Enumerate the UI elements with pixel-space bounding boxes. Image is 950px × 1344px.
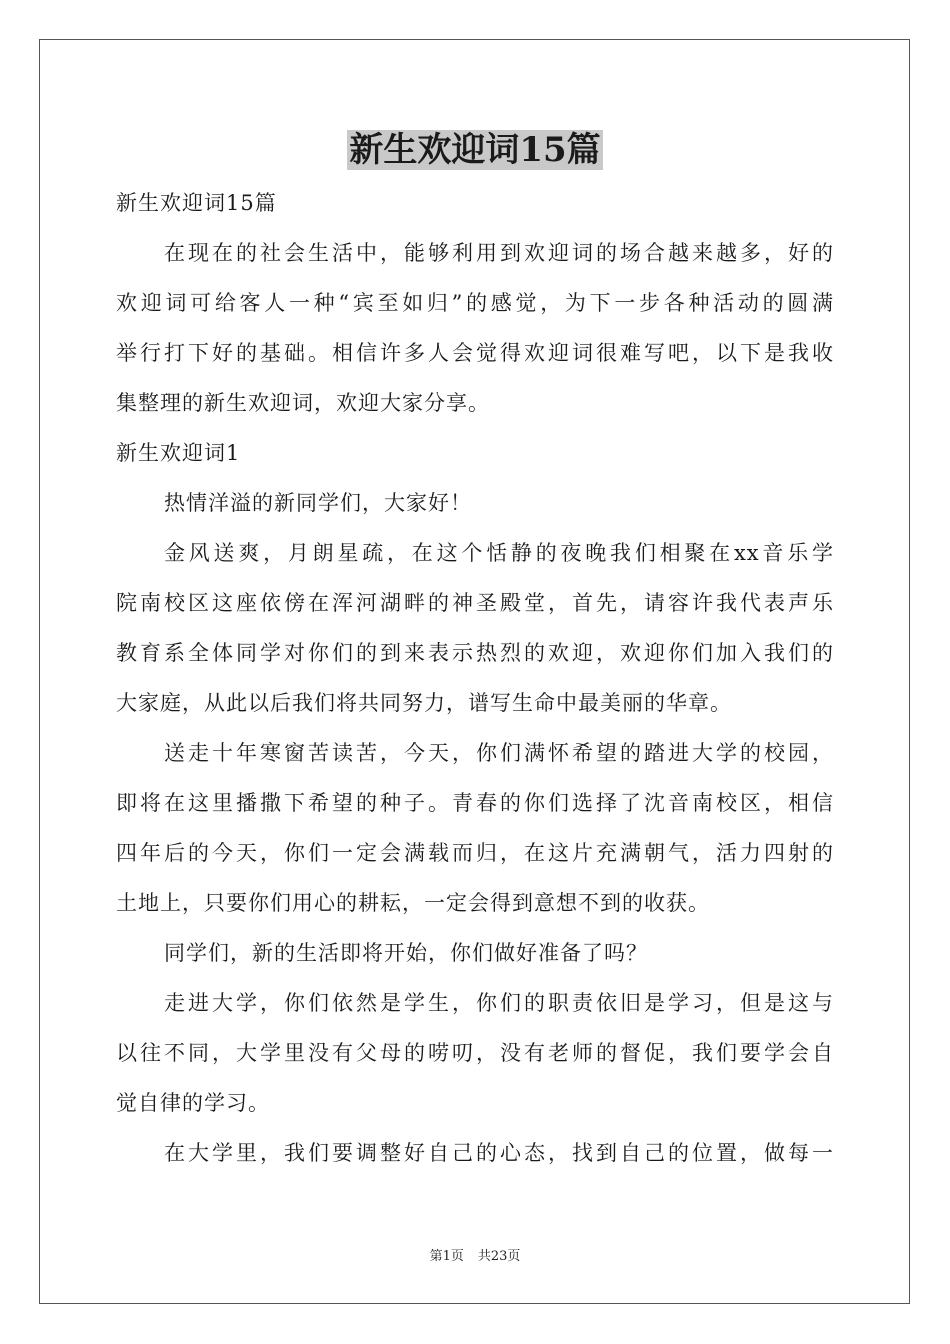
document-title-text: 新生欢迎词15篇: [349, 130, 601, 170]
paragraph-line: 金风送爽，月朗星疏，在这个恬静的夜晚我们相聚在xx音乐学: [164, 541, 834, 565]
paragraph-line: 大家庭，从此以后我们将共同努力，谱写生命中最美丽的华章。: [116, 691, 732, 715]
page-total: 共23页: [477, 1249, 521, 1264]
paragraph-line: 土地上，只要你们用心的耕耘，一定会得到意想不到的收获。: [116, 891, 710, 915]
page-number: 第1页: [429, 1249, 464, 1264]
document-body: [116, 178, 834, 1178]
paragraph-line: 欢迎词可给客人一种“宾至如归”的感觉，为下一步各种活动的圆满: [116, 291, 834, 315]
paragraph-line: 四年后的今天，你们一定会满载而归，在这片充满朝气，活力四射的: [116, 841, 834, 865]
page-footer: [0, 1247, 950, 1267]
paragraph-line: 在大学里，我们要调整好自己的心态，找到自己的位置，做每一: [164, 1141, 834, 1165]
paragraph-line: 走进大学，你们依然是学生，你们的职责依旧是学习，但是这与: [164, 991, 834, 1015]
subtitle-line: 新生欢迎词15篇: [116, 191, 277, 215]
paragraph-line: 集整理的新生欢迎词，欢迎大家分享。: [116, 391, 490, 415]
paragraph-line: 举行打下好的基础。相信许多人会觉得欢迎词很难写吧，以下是我收: [116, 341, 834, 365]
paragraph-line: 即将在这里播撒下希望的种子。青春的你们选择了沈音南校区，相信: [116, 791, 834, 815]
paragraph-line: 院南校区这座依傍在浑河湖畔的神圣殿堂，首先，请容许我代表声乐: [116, 591, 834, 615]
paragraph-line: 以往不同，大学里没有父母的唠叨，没有老师的督促，我们要学会自: [116, 1041, 834, 1065]
paragraph-line: 送走十年寒窗苦读苦，今天，你们满怀希望的踏进大学的校园，: [164, 741, 834, 765]
paragraph-line: 同学们，新的生活即将开始，你们做好准备了吗？: [164, 941, 648, 965]
paragraph-line: 觉自律的学习。: [116, 1091, 270, 1115]
document-title: [0, 126, 950, 174]
paragraph-line: 教育系全体同学对你们的到来表示热烈的欢迎，欢迎你们加入我们的: [116, 641, 834, 665]
paragraph-line: 热情洋溢的新同学们，大家好！: [164, 491, 472, 515]
paragraph-line: 在现在的社会生活中，能够利用到欢迎词的场合越来越多，好的: [164, 241, 834, 265]
section-heading: 新生欢迎词1: [116, 441, 241, 465]
